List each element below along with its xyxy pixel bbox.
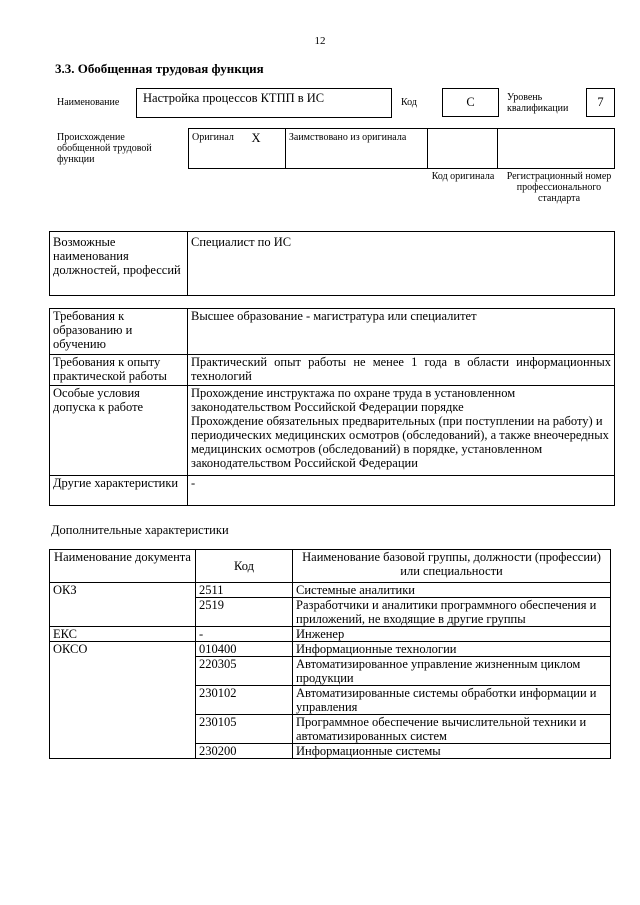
code-cell: 230102 xyxy=(196,686,293,715)
requirement-row xyxy=(50,355,615,386)
doc-cell: ОКЗ xyxy=(50,583,196,598)
requirement-value-line: Прохождение инструктажа по охране труда в установленном законодательством Российской Федерации порядке xyxy=(191,386,516,414)
name-cell: Системные аналитики xyxy=(293,583,611,598)
borrowed-label: Заимствовано из оригинала xyxy=(285,129,427,169)
name-cell: Автоматизированное управление жизненным циклом продукции xyxy=(293,657,611,686)
original-label: Оригинал xyxy=(189,129,249,169)
code-cell: - xyxy=(196,627,293,642)
origin-label: Происхождение обобщенной трудовой функции xyxy=(57,132,152,165)
code-cell: 230105 xyxy=(196,715,293,744)
requirement-value: Высшее образование - магистратура или специалитет xyxy=(188,309,615,355)
col-header-name: Наименование базовой группы, должности (профессии) или специальности xyxy=(293,550,611,583)
name-cell: Автоматизированные системы обработки информации и управления xyxy=(293,686,611,715)
code-cell: 010400 xyxy=(196,642,293,657)
reg-number-caption: Регистрационный номер профессионального стандарта xyxy=(506,171,612,204)
table-row xyxy=(50,583,611,598)
table-row xyxy=(50,686,611,715)
name-cell: Инженер xyxy=(293,627,611,642)
name-label: Наименование xyxy=(57,97,120,108)
table-row xyxy=(50,715,611,744)
requirement-value: - xyxy=(188,476,615,506)
code-cell: 230200 xyxy=(196,744,293,759)
doc-cell xyxy=(50,598,196,627)
level-label-line1: Уровень xyxy=(507,92,543,103)
requirement-value-line: Прохождение обязательных предварительных (при поступлении на работу) и периодических медицинских осмотров (обследований), а также внеочередных медицинских осмотров (обследований) в порядке, установленном законодательством Российской Федерации xyxy=(191,414,609,470)
original-code-cell xyxy=(427,129,498,169)
requirement-row xyxy=(50,386,615,476)
code-original-caption: Код оригинала xyxy=(431,171,495,182)
requirement-label: Требования к образованию и обучению xyxy=(50,309,188,355)
requirement-label: Другие характеристики xyxy=(50,476,188,506)
table-row xyxy=(50,627,611,642)
positions-table xyxy=(49,231,615,296)
table-row xyxy=(50,657,611,686)
col-header-code: Код xyxy=(196,550,293,583)
level-label xyxy=(507,92,568,114)
requirements-table xyxy=(49,308,615,506)
requirement-value xyxy=(188,386,615,476)
level-value: 7 xyxy=(597,95,604,109)
code-cell: 2519 xyxy=(196,598,293,627)
doc-cell xyxy=(50,744,196,759)
doc-cell xyxy=(50,715,196,744)
requirement-row xyxy=(50,476,615,506)
code-value: C xyxy=(466,95,475,109)
positions-value: Специалист по ИС xyxy=(188,232,615,296)
original-mark: X xyxy=(248,129,285,169)
name-cell: Программное обеспечение вычислительной техники и автоматизированных систем xyxy=(293,715,611,744)
requirement-label: Особые условия допуска к работе xyxy=(50,386,188,476)
table-row xyxy=(50,744,611,759)
table-row xyxy=(50,642,611,657)
name-cell: Разработчики и аналитики программного обеспечения и приложений, не входящие в другие группы xyxy=(293,598,611,627)
section-title: 3.3. Обобщенная трудовая функция xyxy=(55,61,264,76)
doc-cell: ОКСО xyxy=(50,642,196,657)
additional-table xyxy=(49,549,611,759)
page-number: 12 xyxy=(314,35,326,47)
name-cell: Информационные технологии xyxy=(293,642,611,657)
function-name-box xyxy=(136,88,392,118)
name-cell: Информационные системы xyxy=(293,744,611,759)
additional-title: Дополнительные характеристики xyxy=(51,523,229,537)
level-box xyxy=(586,88,615,117)
reg-number-cell xyxy=(498,129,615,169)
code-cell: 2511 xyxy=(196,583,293,598)
requirement-label: Требования к опыту практической работы xyxy=(50,355,188,386)
code-label: Код xyxy=(401,97,417,108)
doc-cell: ЕКС xyxy=(50,627,196,642)
code-cell: 220305 xyxy=(196,657,293,686)
level-label-line2: квалификации xyxy=(507,103,569,114)
doc-cell xyxy=(50,657,196,686)
doc-cell xyxy=(50,686,196,715)
origin-table xyxy=(188,128,615,169)
col-header-doc: Наименование документа xyxy=(50,550,196,583)
table-row xyxy=(50,598,611,627)
function-name: Настройка процессов КТПП в ИС xyxy=(143,91,325,105)
positions-label: Возможные наименования должностей, профессий xyxy=(50,232,188,296)
code-box xyxy=(442,88,499,117)
requirement-value: Практический опыт работы не менее 1 года в области информационных технологий xyxy=(188,355,615,386)
requirement-row xyxy=(50,309,615,355)
